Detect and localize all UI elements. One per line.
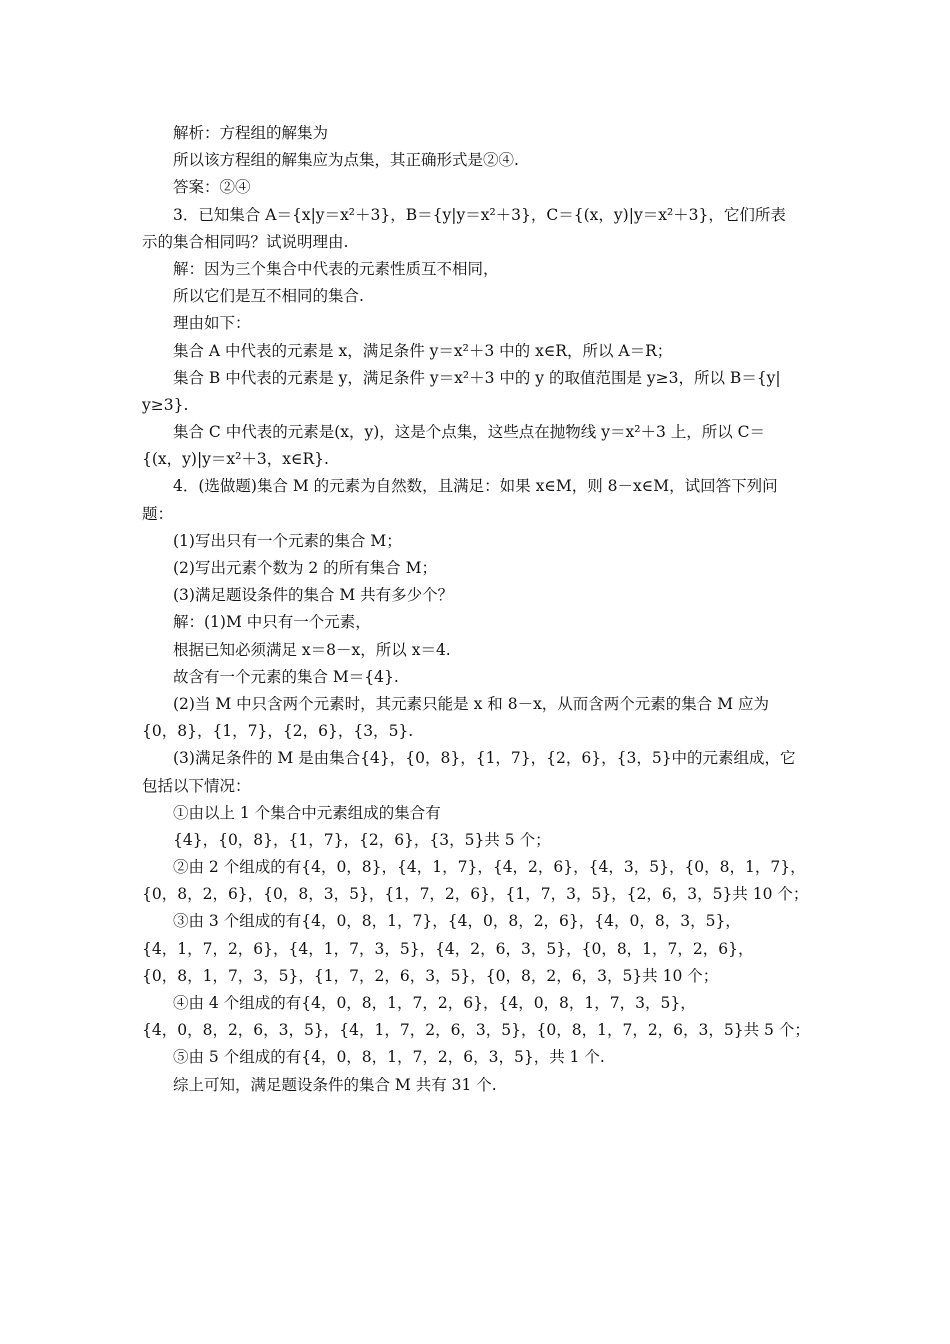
problem-3-solution-line-2: 所以它们是互不相同的集合. (173, 287, 364, 306)
problem-4-part-2: (2)写出元素个数为 2 的所有集合 M； (173, 559, 437, 577)
answer-line: 答案：②④ (173, 178, 251, 197)
set-b-explanation-line-2: y≥3}. (142, 395, 189, 414)
problem-4-part-1: (1)写出只有一个元素的集合 M； (173, 531, 402, 550)
case-1-line-2: {4}，{0，8}，{1，7}，{2，6}，{3，5}共 5 个； (173, 830, 551, 849)
case-3-line-3: {0，8，1，7，3，5}，{1，7，2，6，3，5}，{0，8，2，6，3，5}共 10 个； (142, 966, 719, 985)
problem-4-solution-3-line-1: (3)满足条件的 M 是由集合{4}，{0，8}，{1，7}，{2，6}，{3，5}中的元素组成，它 (173, 749, 796, 768)
case-3-line-1: ③由 3 个组成的有{4，0，8，1，7}，{4，0，8，2，6}，{4，0，8，3，5}， (173, 912, 741, 931)
document-page (142, 120, 808, 1099)
problem-4-solution-1-line-3: 故含有一个元素的集合 M＝{4}. (173, 667, 399, 686)
set-c-explanation-line-2: {(x，y)|y＝x²＋3，x∈R}. (142, 450, 329, 469)
problem-4-solution-3-line-2: 包括以下情况： (142, 776, 251, 795)
case-5-line: ⑤由 5 个组成的有{4，0，8，1，7，2，6，3，5}，共 1 个. (173, 1048, 605, 1067)
problem-4-solution-2-line-2: {0，8}，{1，7}，{2，6}，{3，5}. (142, 722, 414, 741)
set-c-explanation-line-1: 集合 C 中代表的元素是(x，y)，这是个点集，这些点在抛物线 y＝x²＋3 上，所以 C＝ (173, 423, 766, 442)
problem-4-solution-2-line-1: (2)当 M 中只含两个元素时，其元素只能是 x 和 8－x，从而含两个元素的集合 M 应为 (173, 694, 770, 713)
final-conclusion: 综上可知，满足题设条件的集合 M 共有 31 个. (173, 1075, 497, 1094)
problem-3-line-1: 3．已知集合 A＝{x|y＝x²＋3}，B＝{y|y＝x²＋3}，C＝{(x，y)|y＝x²＋3}，它们所表 (173, 205, 786, 224)
case-1-line-1: ①由以上 1 个集合中元素组成的集合有 (173, 803, 441, 822)
set-a-explanation: 集合 A 中代表的元素是 x，满足条件 y＝x²＋3 中的 x∈R，所以 A＝R； (173, 341, 673, 360)
case-3-line-2: {4，1，7，2，6}，{4，1，7，3，5}，{4，2，6，3，5}，{0，8，1，7，2，6}， (142, 939, 754, 958)
problem-4-solution-1-line-1: 解：(1)M 中只有一个元素， (173, 613, 371, 632)
case-2-line-1: ②由 2 个组成的有{4，0，8}，{4，1，7}，{4，2，6}，{4，3，5}，{0，8，1，7}， (173, 858, 806, 877)
problem-3-reason-heading: 理由如下： (173, 314, 251, 333)
problem-4-line-1: 4．(选做题)集合 M 的元素为自然数，且满足：如果 x∈M，则 8－x∈M，试回答下列问 (173, 477, 778, 496)
problem-4-part-3: (3)满足题设条件的集合 M 共有多少个？ (173, 586, 454, 605)
case-4-line-1: ④由 4 个组成的有{4，0，8，1，7，2，6}，{4，0，8，1，7，3，5}， (173, 994, 696, 1012)
problem-3-solution-line-1: 解：因为三个集合中代表的元素性质互不相同， (173, 259, 499, 278)
set-b-explanation-line-1: 集合 B 中代表的元素是 y，满足条件 y＝x²＋3 中的 y 的取值范围是 y≥3，所以 B＝{y| (173, 368, 781, 387)
problem-3-line-2: 示的集合相同吗？试说明理由. (142, 232, 349, 251)
problem-4-solution-1-line-2: 根据已知必须满足 x＝8－x，所以 x＝4. (173, 640, 451, 659)
problem-4-line-2: 题： (142, 504, 174, 523)
case-4-line-2: {4，0，8，2，6，3，5}，{4，1，7，2，6，3，5}，{0，8，1，7，2，6，3，5}共 5 个； (142, 1021, 810, 1040)
solution-conclusion: 所以该方程组的解集应为点集，其正确形式是②④. (173, 151, 519, 170)
case-2-line-2: {0，8，2，6}，{0，8，3，5}，{1，7，2，6}，{1，7，3，5}，{2，6，3，5}共 10 个； (142, 885, 809, 904)
solution-intro: 解析：方程组的解集为 (173, 124, 329, 142)
